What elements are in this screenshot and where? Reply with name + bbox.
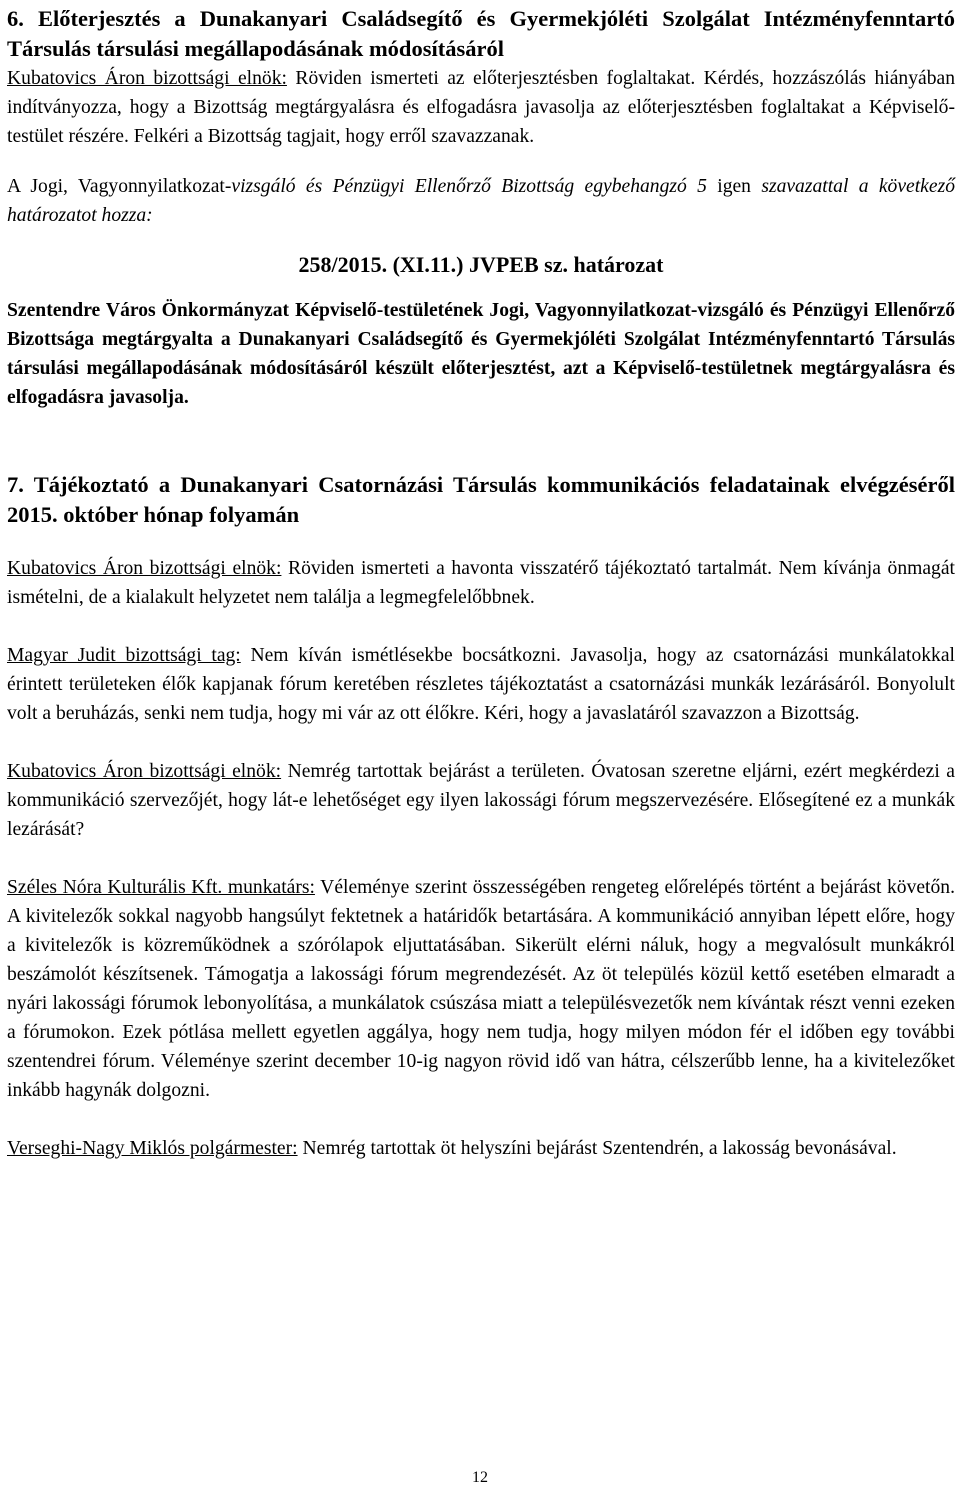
section-7-entries [7,554,955,1163]
entry-text: Nemrég tartottak öt helyszíni bejárást Szentendrén, a lakosság bevonásával. [297,1138,897,1159]
spacer [7,412,955,464]
vote-prefix: A Jogi, Vagyonnyilatkozat- [7,176,232,197]
speaker-label: Kubatovics Áron bizottsági elnök: [7,68,287,89]
spacer [7,1105,955,1134]
speaker-label: Magyar Judit bizottsági tag: [7,645,241,666]
vote-suffix: igen [706,176,762,197]
section-6-heading: 6. Előterjesztés a Dunakanyari Családsegítő és Gyermekjóléti Szolgálat Intézményfenntartó Társulás társulási megállapodásának módosításáról [7,6,955,61]
speaker-label: Széles Nóra Kulturális Kft. munkatárs: [7,877,315,898]
page-number: 12 [472,1469,488,1486]
spacer [7,728,955,757]
vote-italic-2: szavazattal a következő határozatot hozza: [7,176,955,226]
entry-text: Nemrég tartottak bejárást a területen. Óvatosan szeretne eljárni, ezért megkérdezi a kommunikáció szervezőjét, hogy lát-e lehetőséget egy ilyen lakossági fórum megszervezésére. Elősegítené ez a munkák lezárását? [7,761,955,840]
vote-italic: vizsgáló és Pénzügyi Ellenőrző Bizottság egybehangzó 5 [231,176,707,197]
entry-paragraph [7,873,955,1105]
entry-paragraph [7,641,955,728]
resolution-text: Szentendre Város Önkormányzat Képviselő-testületének Jogi, Vagyonnyilatkozat-vizsgáló és Pénzügyi Ellenőrző Bizottsága megtárgyalta a Dunakanyari Családsegítő és Gyermekjóléti Szolgálat Intézményfenntartó Társulás társulási megállapodásának módosításáról készült előterjesztést, azt a Képviselő-testületnek megtárgyalásra és elfogadásra javasolja. [7,300,955,408]
entry-text: Nem kíván ismétlésekbe bocsátkozni. Javasolja, hogy az csatornázási munkálatokkal érintett területeken élők kapjanak fórum keretében részletes tájékoztatást a csatornázási munkák lezárásáról. Bonyolult volt a beruházás, senki nem tudja, hogy mi vár az ott élőkre. Kéri, hogy a javaslatáról szavazzon a Bizottság. [7,645,955,724]
resolution-title: 258/2015. (XI.11.) JVPEB sz. határozat [298,252,664,277]
paragraph-text: Röviden ismerteti az előterjesztésben foglaltakat. Kérdés, hozzászólás hiányában indítványozza, hogy a Bizottság megtárgyalásra és elfogadásra javasolja az előterjesztésben foglaltakat a Képviselő-testület részére. Felkéri a Bizottság tagjait, hogy erről szavazzanak. [7,68,955,147]
entry-paragraph [7,554,955,612]
speaker-label: Verseghi-Nagy Miklós polgármester: [7,1138,298,1159]
entry-paragraph [7,1134,955,1163]
speaker-label: Kubatovics Áron bizottsági elnök: [7,558,282,579]
speaker-label: Kubatovics Áron bizottsági elnök: [7,761,282,782]
entry-text: Röviden ismerteti a havonta visszatérő tájékoztató tartalmát. Nem kívánja önmagát ismételni, de a kialakult helyzetet nem találja a legmegfelelőbbnek. [7,558,955,608]
section-6-paragraph [7,64,955,151]
vote-statement [7,172,955,230]
document-page [7,0,955,1163]
spacer [7,844,955,873]
section-7-heading: 7. Tájékoztató a Dunakanyari Csatornázási Társulás kommunikációs feladatainak elvégzéséről 2015. október hónap folyamán [7,472,955,527]
spacer [7,612,955,641]
entry-paragraph [7,757,955,844]
entry-text: Véleménye szerint összességében rengeteg előrelépés történt a bejárást követőn. A kivitelezők sokkal nagyobb hangsúlyt fektetnek a határidők betartására. A kommunikáció annyiban lépett előre, hogy a kivitelezők is közreműködnek a szórólapok eljuttatásában. Sikerült elérni náluk, hogy a megvalósult munkákról beszámolót készítsenek. Támogatja a lakossági fórum megrendezését. Az öt település közül kettő esetében elmaradt a nyári lakossági fórumok lebonyolítása, a munkálatok csúszása miatt a településvezetők nem kívántak részt venni ezeken a fórumokon. Ezek pótlása mellett egyetlen aggálya, hogy nem tudja, hogy milyen módon fér el időben egy további szentendrei fórum. Véleménye szerint december 10-ig nagyon rövid idő van hátra, célszerűbb lenne, ha a kivitelezőket inkább hagynák dolgozni. [7,877,955,1101]
